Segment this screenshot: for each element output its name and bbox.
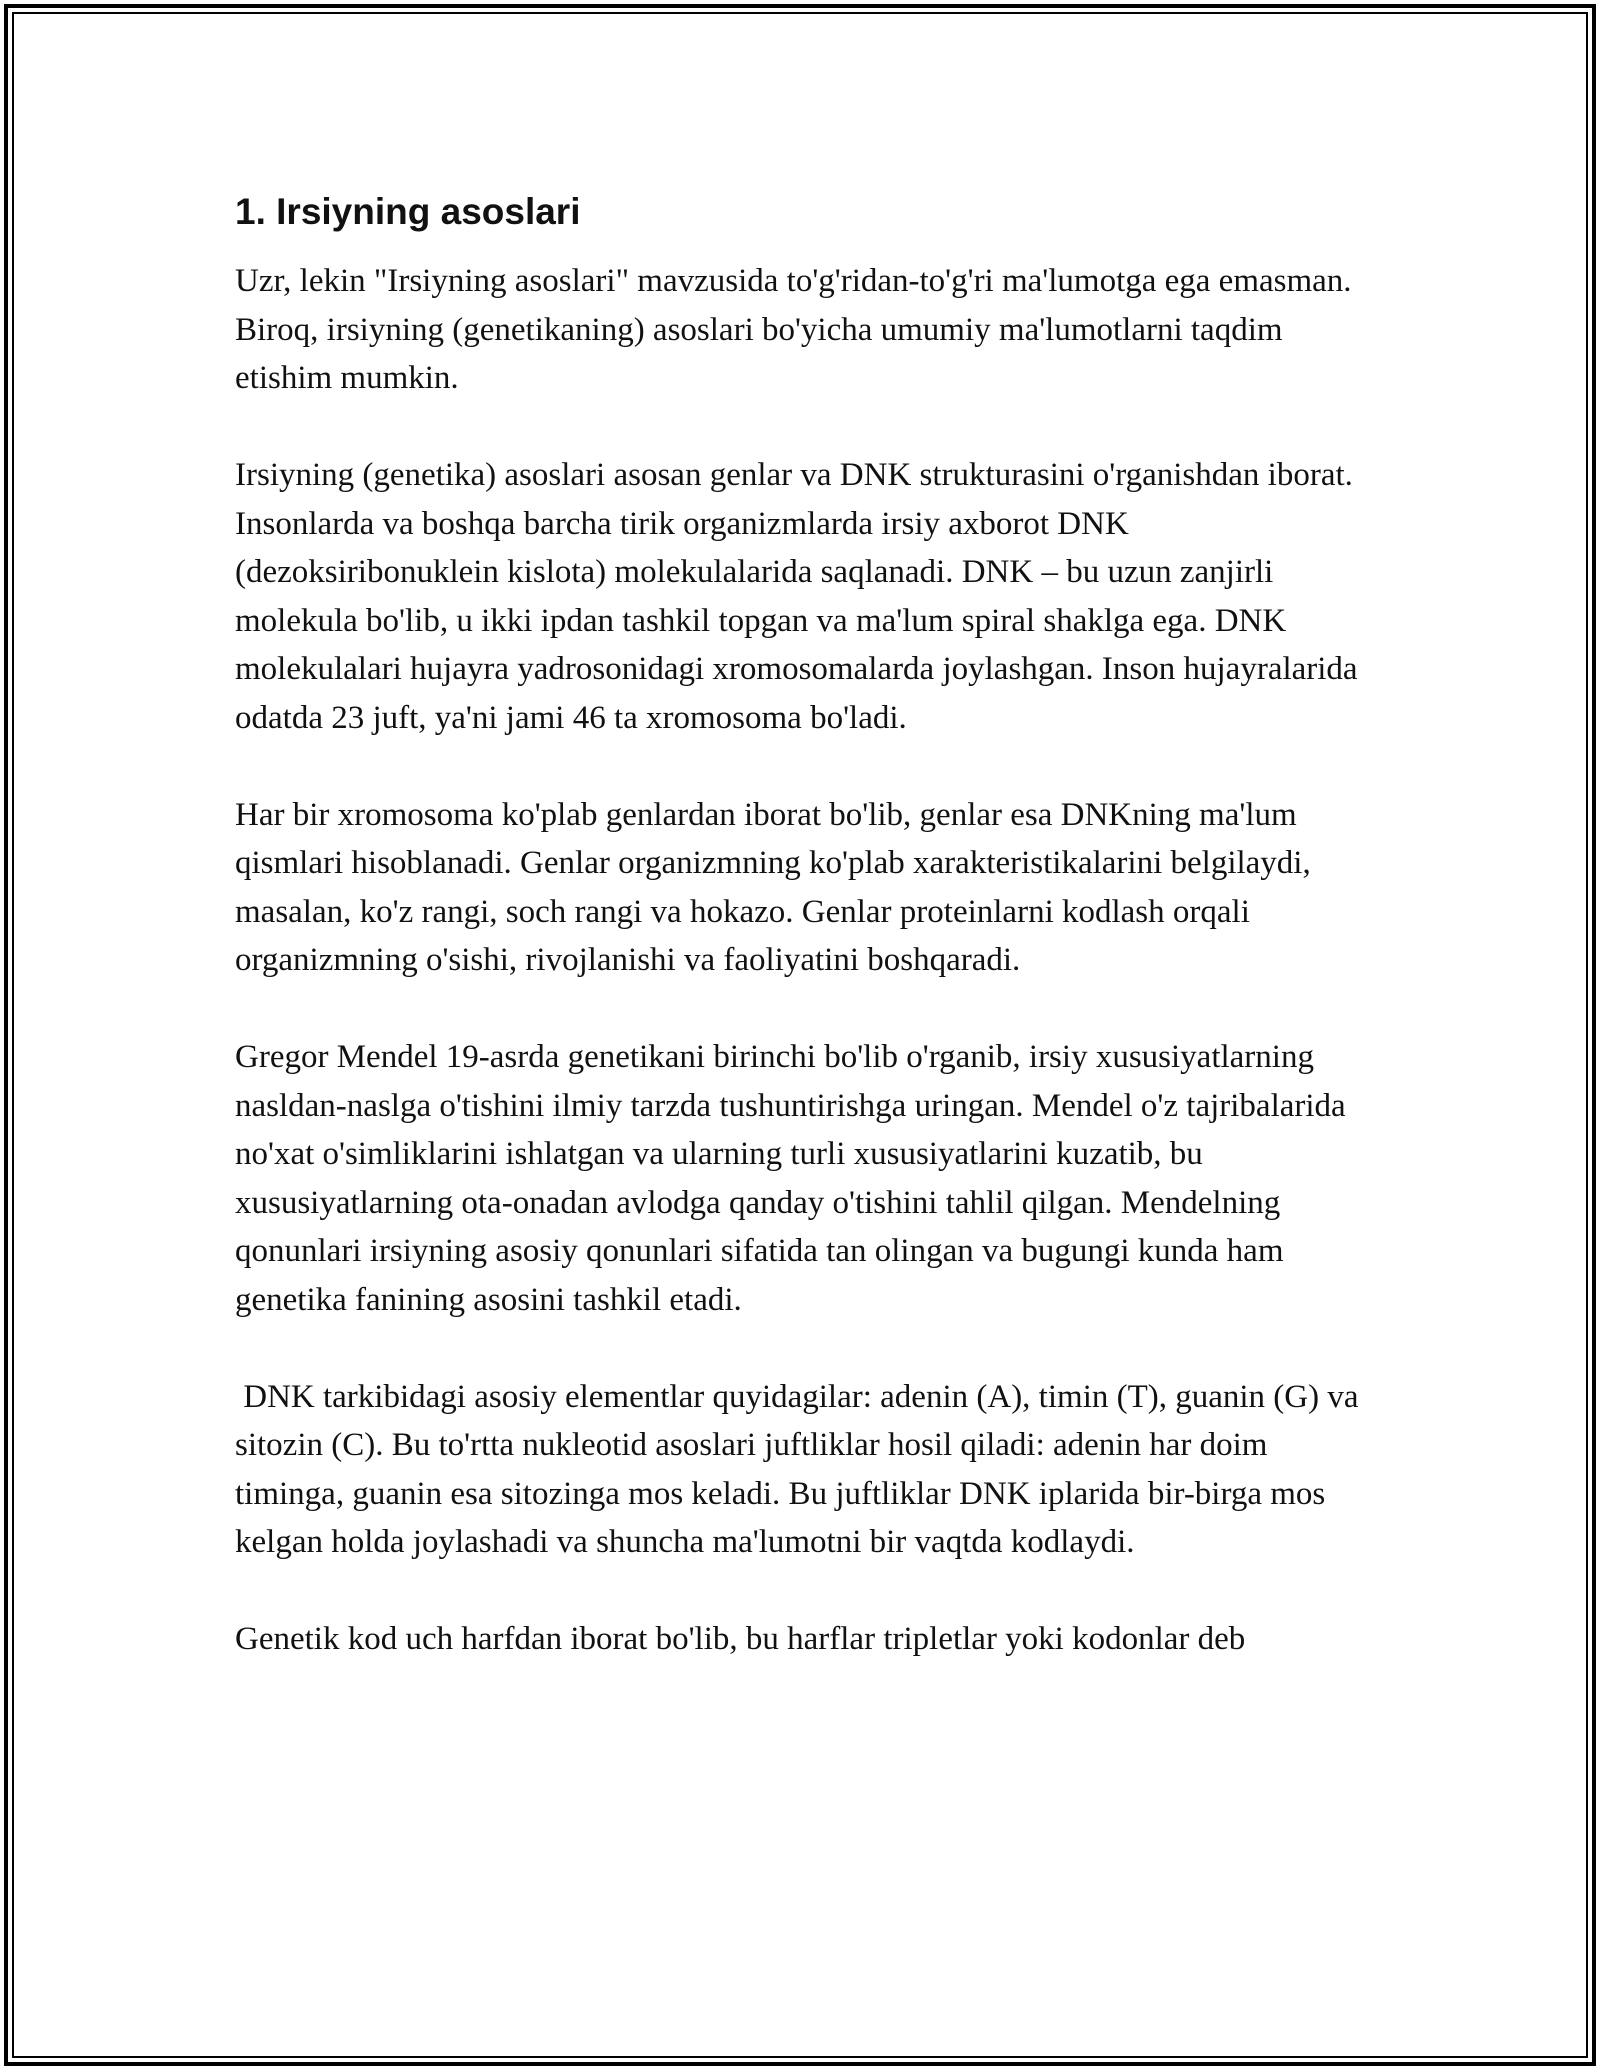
paragraph-genetic-code: Genetik kod uch harfdan iborat bo'lib, bu harflar tripletlar yoki kodonlar deb: [235, 1621, 1246, 1657]
paragraph-intro: Uzr, lekin "Irsiyning asoslari" mavzusida to'g'ridan-to'g'ri ma'lumotga ega emasman. Biroq, irsiyning (genetikaning) asoslari bo'yicha umumiy ma'lumotlarni taqdim etishim mumkin.: [235, 263, 1360, 396]
document-body: [235, 185, 1375, 1712]
paragraph-genes: Har bir xromosoma ko'plab genlardan iborat bo'lib, genlar esa DNKning ma'lum qismlari hisoblanadi. Genlar organizmning ko'plab xarakteristikalarini belgilaydi, masalan, ko'z rangi, soch rangi va hokazo. Genlar proteinlarni kodlash orqali organizmning o'sishi, rivojlanishi va faoliyatini boshqaradi.: [235, 796, 1319, 978]
section-heading: 1. Irsiyning asoslari: [235, 191, 581, 232]
paragraph-mendel: Gregor Mendel 19-asrda genetikani birinchi bo'lib o'rganib, irsiy xususiyatlarning nasldan-naslga o'tishini ilmiy tarzda tushuntirishga uringan. Mendel o'z tajribalarida no'xat o'simliklarini ishlatgan va ularning turli xususiyatlarini kuzatib, bu xususiyatlarning ota-onadan avlodga qanday o'tishini tahlil qilgan. Mendelning qonunlari irsiyning asosiy qonunlari sifatida tan olingan va bugungi kunda ham genetika fanining asosini tashkil etadi.: [235, 1039, 1354, 1318]
paragraph-dna-structure: Irsiyning (genetika) asoslari asosan genlar va DNK strukturasini o'rganishdan iborat. Insonlarda va boshqa barcha tirik organizmlarda irsiy axborot DNK (dezoksiribonuklein kislota) molekulalarida saqlanadi. DNK – bu uzun zanjirli molekula bo'lib, u ikki ipdan tashkil topgan va ma'lum spiral shaklga ega. DNK molekulalari hujayra yadrosonidagi xromosomalarda joylashgan. Inson hujayralarida odatda 23 juft, ya'ni jami 46 ta xromosoma bo'ladi.: [235, 457, 1366, 736]
paragraph-nucleotides: DNK tarkibidagi asosiy elementlar quyidagilar: adenin (A), timin (T), guanin (G) va sitozin (C). Bu to'rtta nukleotid asoslari juftliklar hosil qiladi: adenin har doim timinga, guanin esa sitozinga mos keladi. Bu juftliklar DNK iplarida bir-birga mos kelgan holda joylashadi va shuncha ma'lumotni bir vaqtda kodlaydi.: [235, 1378, 1367, 1560]
